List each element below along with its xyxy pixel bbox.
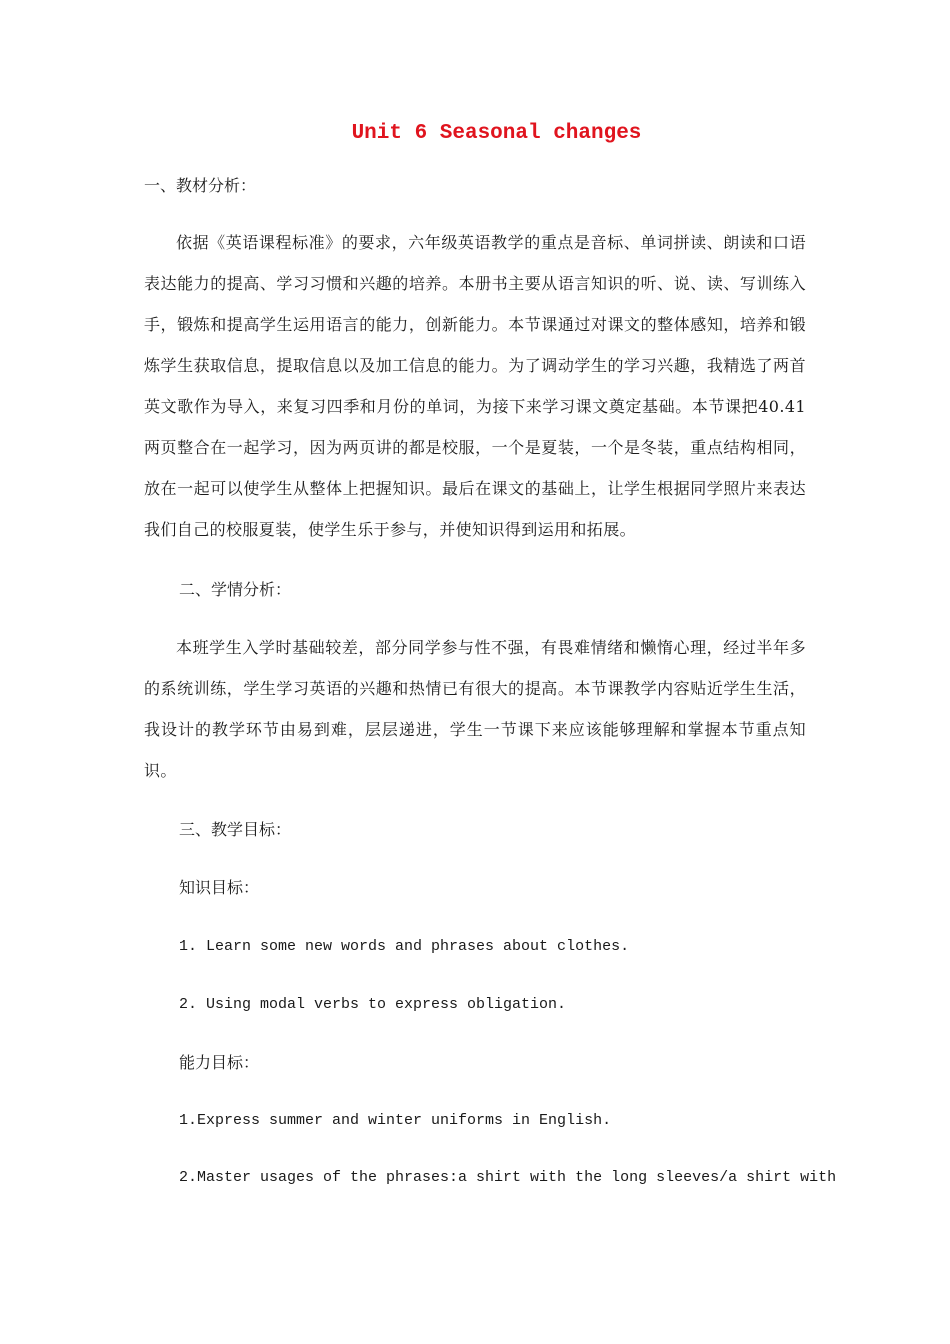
knowledge-objective-item: 1. Learn some new words and phrases about clothes. (179, 938, 630, 955)
knowledge-objectives-heading: 知识目标： (179, 878, 260, 897)
ability-objective-item: 2.Master usages of the phrases:a shirt with the long sleeves/a shirt with (179, 1169, 837, 1186)
section-heading-textbook-analysis: 一、教材分析： (144, 176, 257, 195)
paragraph-textbook-analysis: 依据《英语课程标准》的要求，六年级英语教学的重点是音标、单词拼读、朗读和口语表达能力的提高、学习习惯和兴趣的培养。本册书主要从语言知识的听、说、读、写训练入手，锻炼和提高学生运用语言的能力，创新能力。本节课通过对课文的整体感知，培养和锻炼学生获取信息，提取信息以及加工信息的能力。为了调动学生的学习兴趣，我精选了两首英文歌作为导入，来复习四季和月份的单词，为接下来学习课文奠定基础。本节课把40.41两页整合在一起学习，因为两页讲的都是校服，一个是夏装，一个是冬装，重点结构相同，放在一起可以使学生从整体上把握知识。最后在课文的基础上，让学生根据同学照片来表达我们自己的校服夏装，使学生乐于参与，并使知识得到运用和拓展。 (144, 233, 806, 539)
paragraph-student-analysis: 本班学生入学时基础较差，部分同学参与性不强，有畏难情绪和懒惰心理，经过半年多的系统训练，学生学习英语的兴趣和热情已有很大的提高。本节课教学内容贴近学生生活，我设计的教学环节由易到难，层层递进，学生一节课下来应该能够理解和掌握本节重点知识。 (144, 638, 806, 780)
ability-objective-item: 1.Express summer and winter uniforms in English. (179, 1112, 612, 1129)
knowledge-objective-item: 2. Using modal verbs to express obligation. (179, 996, 567, 1013)
document-title: Unit 6 Seasonal changes (351, 122, 642, 145)
section-heading-teaching-objectives: 三、教学目标： (179, 820, 292, 839)
section-heading-student-analysis: 二、学情分析： (179, 580, 292, 599)
ability-objectives-heading: 能力目标： (179, 1053, 260, 1072)
